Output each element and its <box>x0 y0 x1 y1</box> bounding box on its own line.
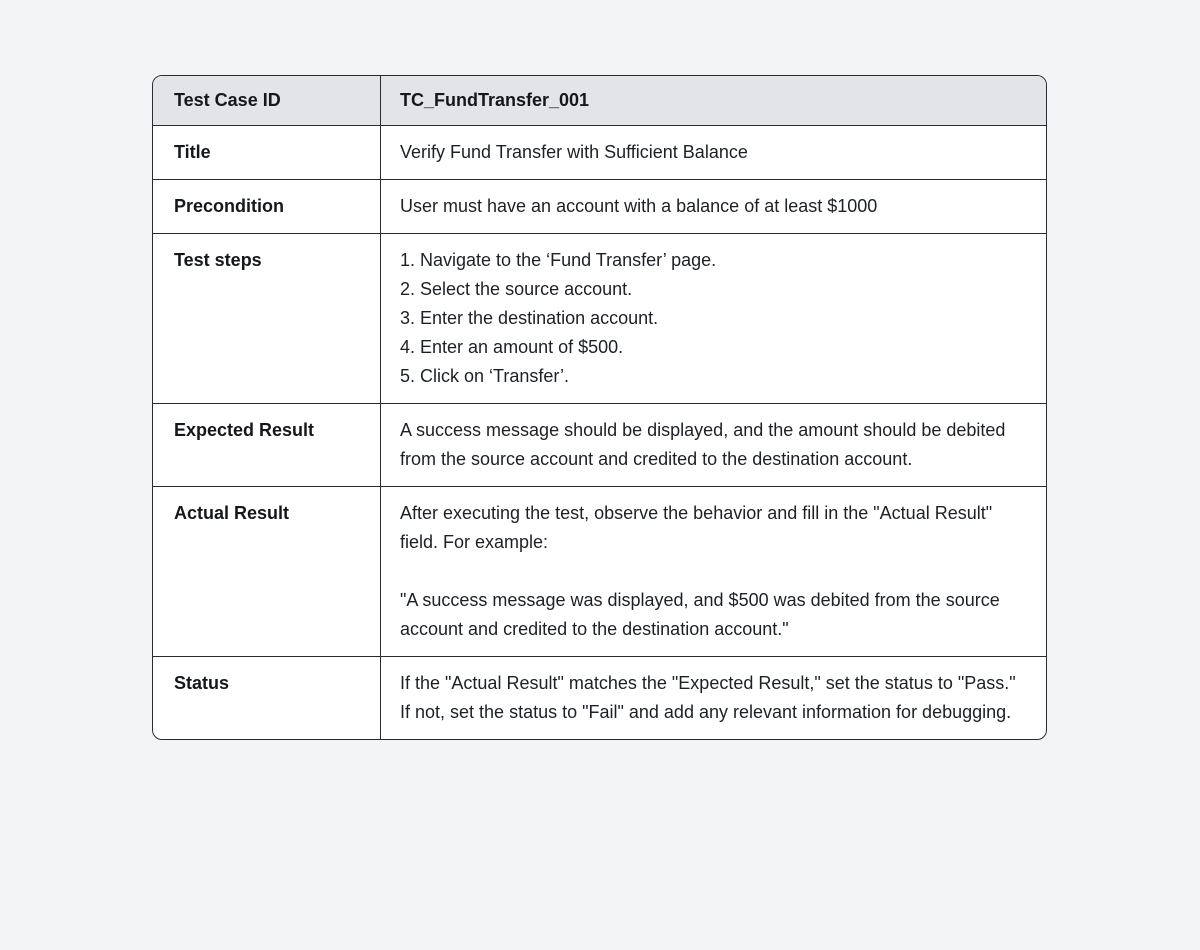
row-content <box>381 234 1046 403</box>
content-line: After executing the test, observe the behavior and fill in the "Actual Result" field. For example: <box>400 503 993 552</box>
content-line: A success message should be displayed, and the amount should be debited from the source account and credited to the destination account. <box>400 420 1006 469</box>
table-row <box>153 656 1046 739</box>
row-content <box>381 180 1046 233</box>
content-line: "A success message was displayed, and $500 was debited from the source account and credited to the destination account." <box>400 590 1000 639</box>
content-line: 3. Enter the destination account. <box>400 308 659 328</box>
row-content <box>381 76 1046 125</box>
row-label: Test steps <box>153 234 381 403</box>
row-content <box>381 126 1046 179</box>
table-header-row <box>153 76 1046 125</box>
table-row <box>153 233 1046 403</box>
row-label: Actual Result <box>153 487 381 656</box>
table-row <box>153 403 1046 486</box>
row-content <box>381 404 1046 486</box>
row-content <box>381 657 1046 739</box>
row-label: Title <box>153 126 381 179</box>
content-line: If not, set the status to "Fail" and add any relevant information for debugging. <box>400 702 1012 722</box>
content-line: 2. Select the source account. <box>400 279 633 299</box>
test-case-table <box>152 75 1047 740</box>
content-line: 1. Navigate to the ‘Fund Transfer’ page. <box>400 250 717 270</box>
content-line: 5. Click on ‘Transfer’. <box>400 366 570 386</box>
row-label: Precondition <box>153 180 381 233</box>
row-label: Test Case ID <box>153 76 381 125</box>
row-label: Status <box>153 657 381 739</box>
row-content <box>381 487 1046 656</box>
content-line: Verify Fund Transfer with Sufficient Balance <box>400 142 748 162</box>
row-label: Expected Result <box>153 404 381 486</box>
content-line: If the "Actual Result" matches the "Expected Result," set the status to "Pass." <box>400 673 1016 693</box>
content-line: 4. Enter an amount of $500. <box>400 337 624 357</box>
content-line <box>400 557 1020 586</box>
table-row <box>153 486 1046 656</box>
table-row <box>153 125 1046 179</box>
content-line: TC_FundTransfer_001 <box>400 90 590 110</box>
content-line: User must have an account with a balance of at least $1000 <box>400 196 878 216</box>
table-row <box>153 179 1046 233</box>
